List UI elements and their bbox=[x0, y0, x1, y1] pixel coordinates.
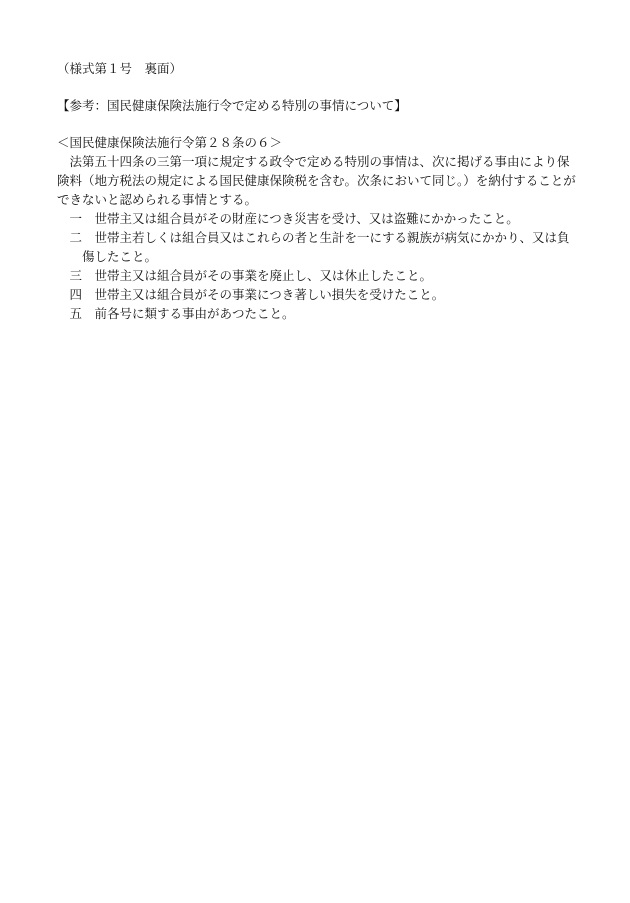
item-text: 世帯主又は組合員がその事業につき著しい損失を受けたこと。 bbox=[94, 287, 445, 302]
form-label: （様式第１号 裏面） bbox=[57, 61, 183, 76]
article-title: ＜国民健康保険法施行令第２８条の６＞ bbox=[57, 135, 283, 150]
item-number: 三 bbox=[69, 268, 83, 283]
item-text: 世帯主若しくは組合員又はこれらの者と生計を一にする親族が病気にかかり、又は負傷したこと。 bbox=[82, 230, 570, 264]
list-item bbox=[57, 285, 577, 304]
item-number: 四 bbox=[69, 287, 83, 302]
item-number: 二 bbox=[69, 230, 83, 245]
reference-heading: 【参考：国民健康保険法施行令で定める特別の事情について】 bbox=[57, 98, 407, 113]
article-body: 法第五十四条の三第一項に規定する政令で定める特別の事情は、次に掲げる事由により保険料（地方税法の規定による国民健康保険税を含む。次条において同じ。）を納付することができないと認められる事情とする。 bbox=[57, 154, 576, 207]
article-items bbox=[57, 209, 577, 323]
article-block bbox=[57, 133, 577, 323]
list-item bbox=[57, 209, 577, 228]
item-text: 世帯主又は組合員がその財産につき災害を受け、又は盗難にかかったこと。 bbox=[94, 211, 519, 226]
item-number: 一 bbox=[69, 211, 83, 226]
item-text: 世帯主又は組合員がその事業を廃止し、又は休止したこと。 bbox=[94, 268, 433, 283]
item-number: 五 bbox=[69, 306, 83, 321]
list-item bbox=[57, 266, 577, 285]
list-item bbox=[57, 228, 577, 266]
item-text: 前各号に類する事由があつたこと。 bbox=[94, 306, 295, 321]
list-item bbox=[57, 304, 577, 323]
